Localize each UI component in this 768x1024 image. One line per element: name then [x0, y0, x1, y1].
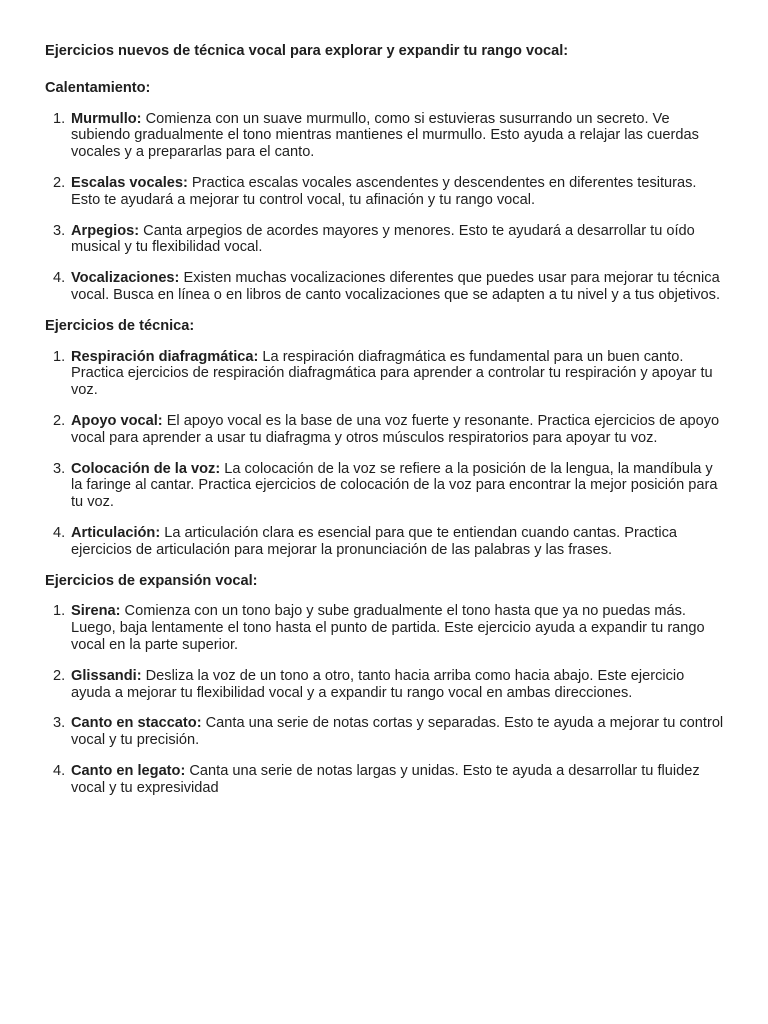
list-item [45, 413, 728, 447]
list-item [45, 461, 728, 511]
list-item [45, 223, 728, 257]
item-term: Articulación: [71, 524, 161, 541]
item-number: 3. [53, 715, 66, 732]
list-item [45, 349, 728, 399]
item-number: 2. [53, 174, 66, 191]
list-item [45, 270, 728, 304]
item-description: La colocación de la voz se refiere a la posición de la lengua, la mandíbula y la faringe al cantar. Practica ejercicios de colocación de la voz para encontrar la mejor posición para tu voz. [71, 460, 718, 511]
item-number: 4. [53, 762, 66, 779]
item-number: 4. [53, 270, 66, 287]
item-number: 1. [53, 348, 66, 365]
section-heading: Ejercicios de técnica: [45, 317, 195, 334]
item-term: Sirena: [71, 603, 121, 620]
item-number: 3. [53, 222, 66, 239]
item-term: Arpegios: [71, 222, 140, 239]
section-tecnica [45, 318, 728, 559]
item-description: Existen muchas vocalizaciones diferentes que puedes usar para mejorar tu técnica vocal. Busca en línea o en libros de canto vocalizaciones que se adapten a tu nivel y a tus objetivos. [71, 270, 721, 303]
section-expansion-vocal [45, 573, 728, 797]
section-calentamiento [45, 80, 728, 304]
list-item [45, 715, 728, 749]
item-description: Comienza con un tono bajo y sube gradualmente el tono hasta que ya no puedas más. Luego, baja lentamente el tono hasta el punto de partida. Este ejercicio ayuda a expandir tu rango vocal en la parte superior. [71, 603, 705, 653]
item-term: Murmullo: [71, 110, 142, 127]
item-term: Colocación de la voz: [71, 460, 221, 477]
exercise-list [45, 111, 728, 304]
item-term: Escalas vocales: [71, 174, 188, 191]
exercise-list [45, 349, 728, 559]
item-number: 4. [53, 524, 66, 541]
list-item [45, 763, 728, 797]
item-description: Canta una serie de notas cortas y separadas. Esto te ayuda a mejorar tu control vocal y tu precisión. [71, 715, 724, 749]
list-item [45, 175, 728, 209]
list-item [45, 525, 728, 559]
item-number: 2. [53, 667, 66, 684]
item-number: 1. [53, 603, 66, 620]
list-item [45, 668, 728, 702]
item-description: Comienza con un suave murmullo, como si estuvieras susurrando un secreto. Ve subiendo gradualmente el tono mientras mantienes el murmullo. Esto ayuda a relajar las cuerdas vocales y a prepararlas para el canto. [71, 110, 699, 161]
item-term: Canto en staccato: [71, 715, 202, 732]
item-description: La respiración diafragmática es fundamental para un buen canto. Practica ejercicios de respiración diafragmática para aprender a controlar tu respiración y apoyar tu voz. [71, 348, 713, 399]
section-heading: Calentamiento: [45, 79, 151, 96]
document-title: Ejercicios nuevos de técnica vocal para explorar y expandir tu rango vocal: [45, 43, 569, 59]
exercise-list [45, 603, 728, 796]
item-description: El apoyo vocal es la base de una voz fuerte y resonante. Practica ejercicios de apoyo vocal para aprender a usar tu diafragma y otros músculos respiratorios para apoyar tu voz. [71, 412, 720, 446]
item-term: Apoyo vocal: [71, 412, 163, 429]
item-description: Desliza la voz de un tono a otro, tanto hacia arriba como hacia abajo. Este ejercicio ayuda a mejorar tu flexibilidad vocal y a expandir tu rango vocal en ambas direcciones. [71, 667, 685, 701]
item-number: 1. [53, 110, 66, 127]
item-term: Respiración diafragmática: [71, 348, 259, 365]
item-number: 3. [53, 460, 66, 477]
item-description: Canta arpegios de acordes mayores y menores. Esto te ayudará a desarrollar tu oído musical y tu flexibilidad vocal. [71, 222, 695, 256]
item-term: Glissandi: [71, 667, 142, 684]
item-term: Canto en legato: [71, 762, 186, 779]
list-item [45, 603, 728, 653]
item-description: Practica escalas vocales ascendentes y descendentes en diferentes tesituras. Esto te ayudará a mejorar tu control vocal, tu afinación y tu rango vocal. [71, 174, 697, 208]
item-description: La articulación clara es esencial para que te entiendan cuando cantas. Practica ejercicios de articulación para mejorar la pronunciación de las palabras y las frases. [71, 524, 677, 558]
item-term: Vocalizaciones: [71, 270, 180, 287]
section-heading: Ejercicios de expansión vocal: [45, 572, 258, 589]
item-number: 2. [53, 412, 66, 429]
list-item [45, 111, 728, 161]
item-description: Canta una serie de notas largas y unidas. Esto te ayuda a desarrollar tu fluidez vocal y tu expresividad [71, 762, 700, 796]
